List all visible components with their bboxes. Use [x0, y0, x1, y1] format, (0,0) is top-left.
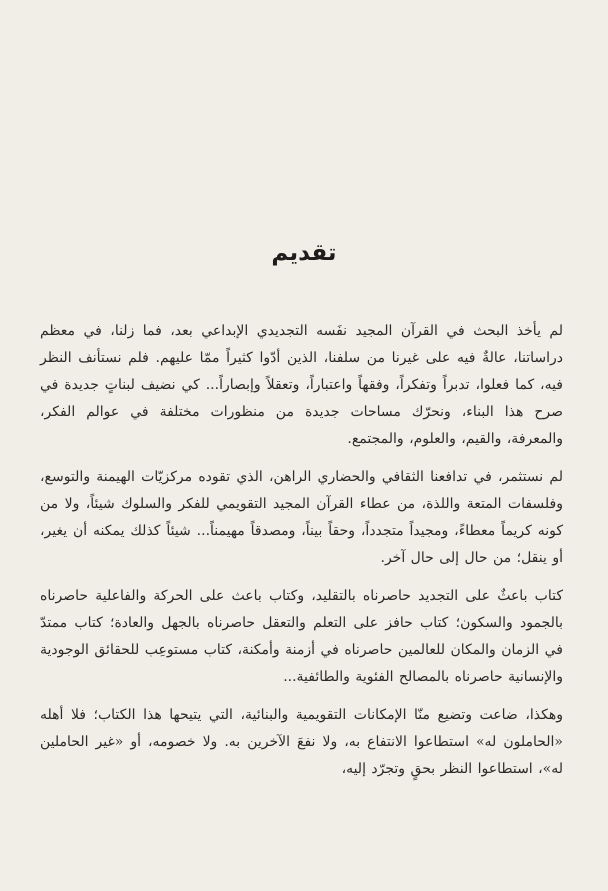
- page-body: [40, 318, 563, 794]
- paragraph: كتاب باعثٌ على التجديد حاصرناه بالتقليد، وكتاب باعث على الحركة والفاعلية حاصرناه بالجمود والسكون؛ كتاب حافز على التعلم والتعقل حاصرناه بالجهل والعادة؛ كتاب ممتدّ في الزمان والمكان للعالمين حاصرناه في أزمنة وأمكنة، كتاب مستوعِب للحقائق الوجودية والإنسانية حاصرناه بالمصالح الفئوية والطائفية...: [40, 588, 563, 685]
- page-title: تقديم: [271, 240, 337, 266]
- paragraph: وهكذا، ضاعت وتضيع منّا الإمكانات التقويمية والبنائية، التي يتيحها هذا الكتاب؛ فلا أهله «الحاملون له» استطاعوا الانتفاع به، ولا نفعَ الآخرين به. ولا خصومه، أو «غير الحاملين له»، استطاعوا النظر بحقٍ وتجرّد إليه،: [40, 707, 563, 777]
- paragraph: لم يأخذ البحث في القرآن المجيد نفَسه التجديدي الإبداعي بعد، فما زلنا، في معظم دراساتنا، عالةٌ فيه على غيرنا من سلفنا، الذين أدّوا كثيراً ممّا عليهم. فلم نستأنف النظر فيه، كما فعلوا، تدبراً وتفكراً، وفقهاً واعتباراً، وتعقلاً وإبصاراً... كي نضيف لبناتٍ جديدة في صرح هذا البناء، ونحرّك مساحات جديدة من منظورات مختلفة في عوالم الفكر، والمعرفة، والقيم، والعلوم، والمجتمع.: [40, 323, 563, 447]
- paragraph: لم نستثمر، في تدافعنا الثقافي والحضاري الراهن، الذي تقوده مركزيّات الهيمنة والتوسع، وفلسفات المتعة واللذة، من عطاء القرآن المجيد التقويمي للفكر والسلوك شيئاً، ولا من كونه كريماً معطاءً، ومجيداً متجدداً، وحقاً بيناً، ومصدقاً مهيمناً... شيئاً كذلك يمكنه أن يغير، أو ينقل؛ من حال إلى حال آخر.: [40, 469, 563, 566]
